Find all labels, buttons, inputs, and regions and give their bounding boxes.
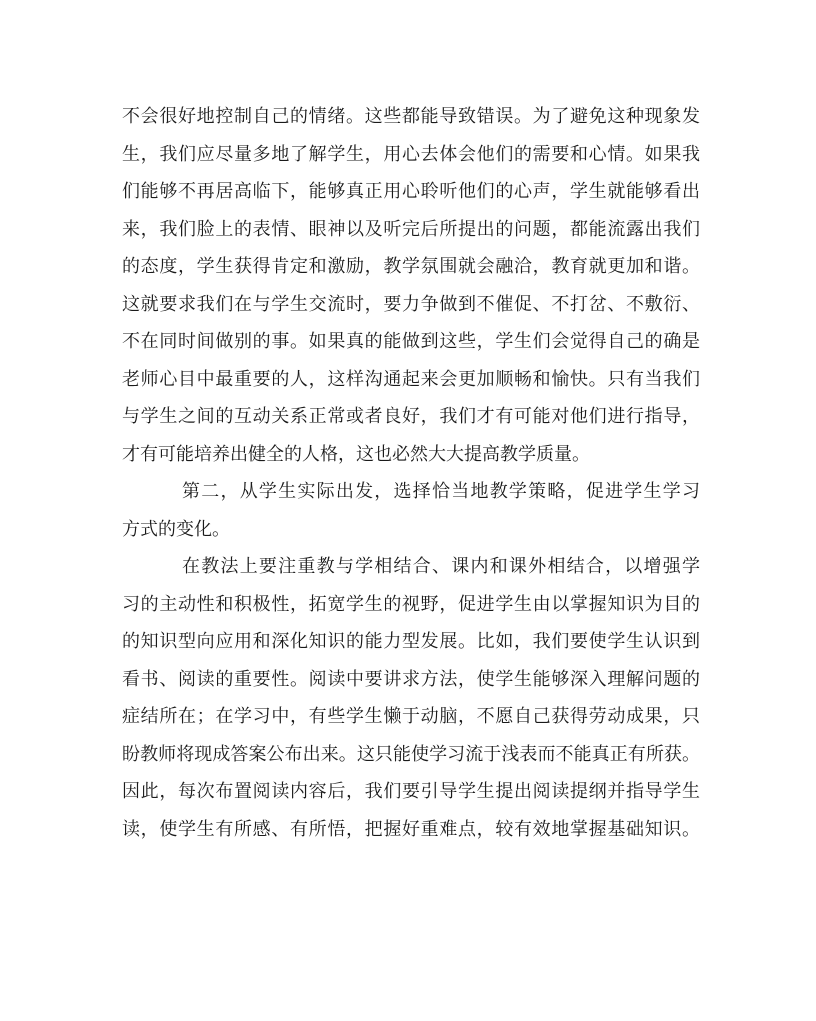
text-line-1: 不会很好地控制自己的情绪。这些都能导致错误。为了避免这种现象发 — [122, 106, 700, 127]
text-line-16: 看书、阅读的重要性。阅读中要讲求方法，使学生能够深入理解问题的 — [122, 668, 700, 690]
text-line-5: 的态度，学生获得肯定和激励，教学氛围就会融洽，教育就更加和谐。 — [122, 256, 700, 277]
text-line-15: 的知识型向应用和深化知识的能力型发展。比如，我们要使学生认识到 — [122, 631, 700, 652]
text-line-17: 症结所在；在学习中，有些学生懒于动脑，不愿自己获得劳动成果，只 — [122, 706, 700, 727]
text-line-13: 在教法上要注重教与学相结合、课内和课外相结合，以增强学 — [182, 556, 700, 577]
text-line-7: 不在同时间做别的事。如果真的能做到这些，学生们会觉得自己的确是 — [122, 331, 700, 352]
text-line-6: 这就要求我们在与学生交流时，要力争做到不催促、不打岔、不敷衍、 — [122, 293, 700, 315]
text-line-14: 习的主动性和积极性，拓宽学生的视野，促进学生由以掌握知识为目的 — [122, 593, 700, 615]
text-line-11: 第二，从学生实际出发，选择恰当地教学策略，促进学生学习 — [182, 481, 700, 502]
text-line-12: 方式的变化。 — [122, 518, 230, 540]
text-line-10: 才有可能培养出健全的人格，这也必然大大提高教学质量。 — [122, 443, 590, 465]
text-line-9: 与学生之间的互动关系正常或者良好，我们才有可能对他们进行指导， — [122, 406, 700, 427]
text-line-18: 盼教师将现成答案公布出来。这只能使学习流于浅表而不能真正有所获。 — [122, 743, 700, 765]
text-line-4: 来，我们脸上的表情、眼神以及听完后所提出的问题，都能流露出我们 — [122, 218, 700, 240]
text-line-8: 老师心目中最重要的人，这样沟通起来会更加顺畅和愉快。只有当我们 — [122, 368, 700, 390]
text-line-19: 因此，每次布置阅读内容后，我们要引导学生提出阅读提纲并指导学生 — [122, 781, 700, 802]
text-line-3: 们能够不再居高临下，能够真正用心聆听他们的心声，学生就能够看出 — [122, 181, 700, 202]
text-line-2: 生，我们应尽量多地了解学生，用心去体会他们的需要和心情。如果我 — [122, 143, 700, 165]
document-body — [122, 98, 700, 848]
text-line-20: 读，使学生有所感、有所悟，把握好重难点，较有效地掌握基础知识。 — [122, 818, 700, 840]
